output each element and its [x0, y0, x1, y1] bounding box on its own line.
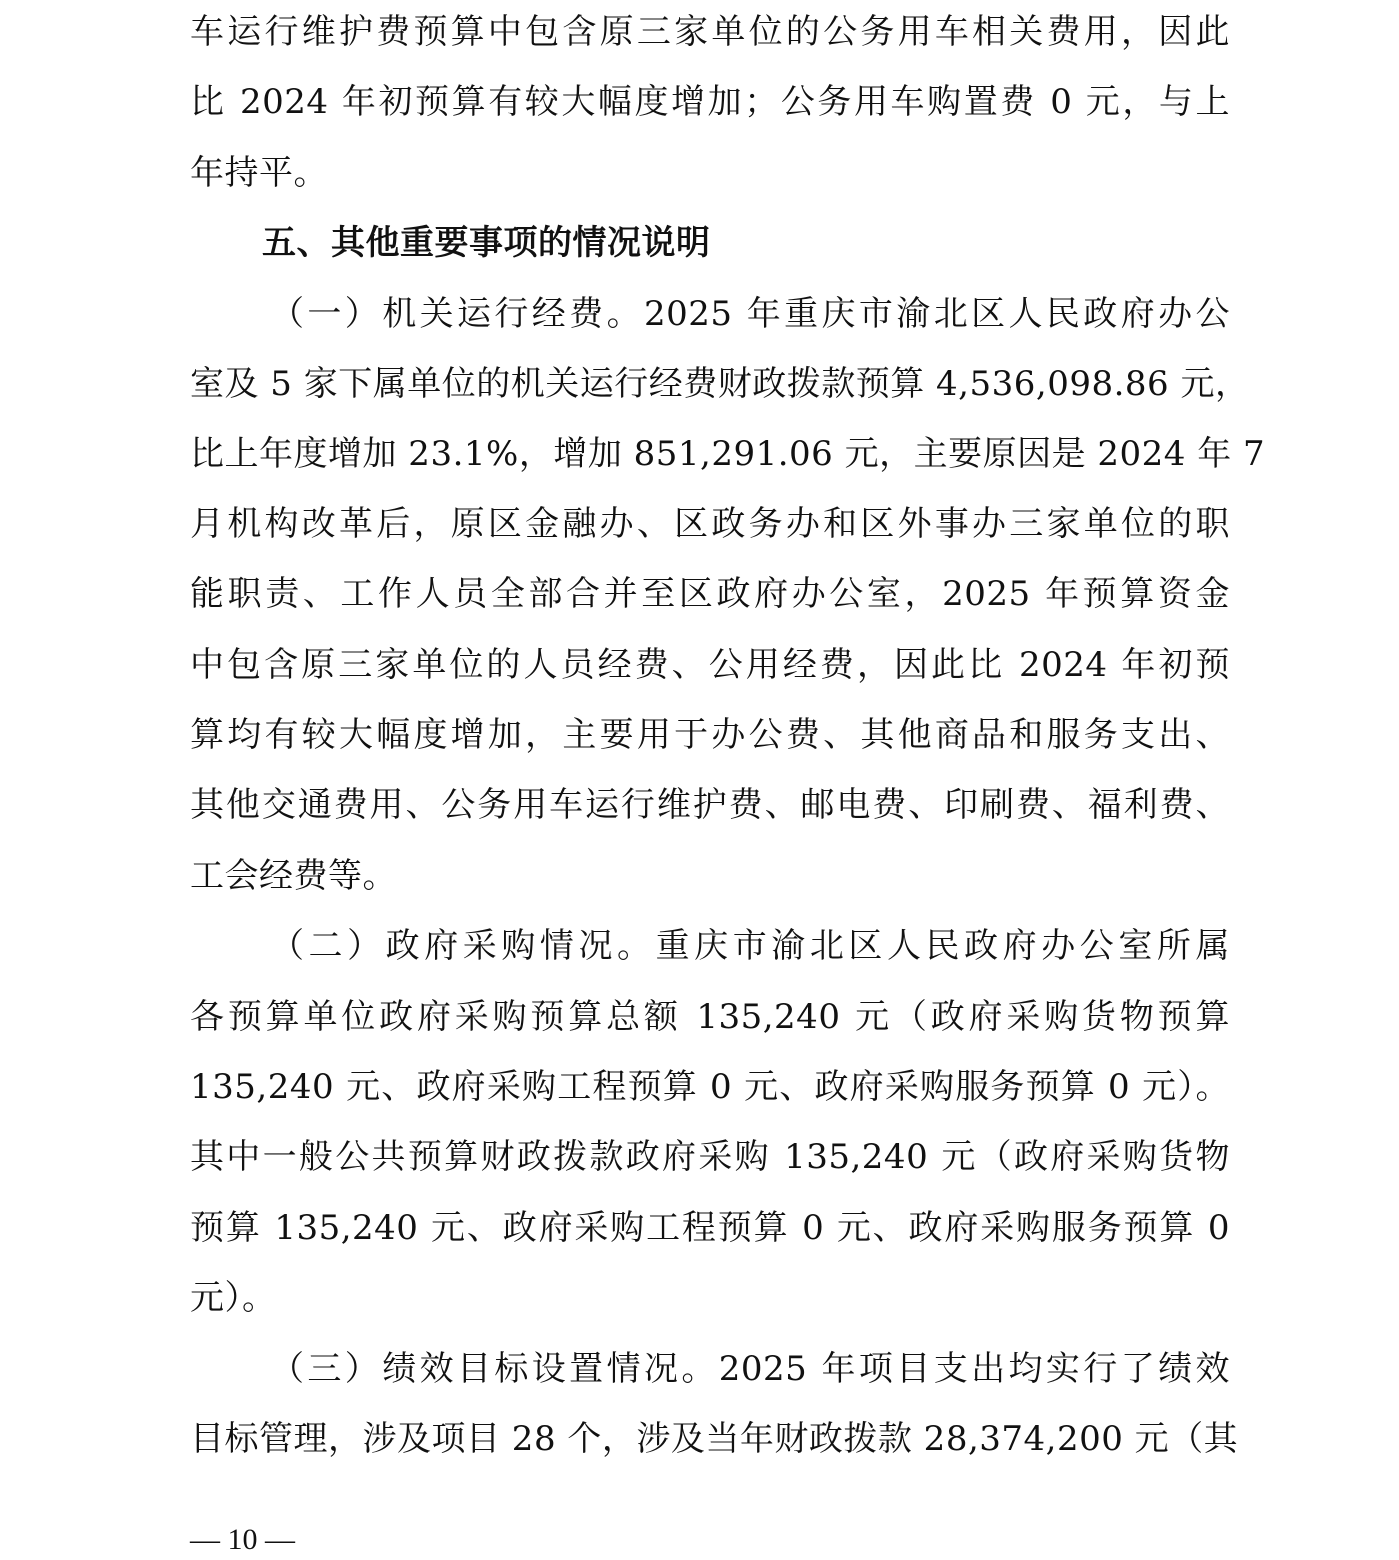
body-line: 室及 5 家下属单位的机关运行经费财政拨款预算 4,536,098.86 元，: [190, 364, 1250, 404]
body-line: 目标管理，涉及项目 28 个，涉及当年财政拨款 28,374,200 元（其: [190, 1419, 1239, 1459]
paragraph-first-line: （三）绩效目标设置情况。2025 年项目支出均实行了绩效: [270, 1349, 1230, 1389]
body-line: 其他交通费用、公务用车运行维护费、邮电费、印刷费、福利费、: [190, 785, 1230, 825]
body-line: 预算 135,240 元、政府采购工程预算 0 元、政府采购服务预算 0: [190, 1208, 1230, 1248]
paragraph-first-line: （一）机关运行经费。2025 年重庆市渝北区人民政府办公: [270, 294, 1230, 334]
body-line: 135,240 元、政府采购工程预算 0 元、政府采购服务预算 0 元）。: [190, 1067, 1230, 1107]
section-heading: 五、其他重要事项的情况说明: [262, 223, 711, 263]
body-line: 月机构改革后，原区金融办、区政务办和区外事办三家单位的职: [190, 504, 1230, 544]
body-line: 比 2024 年初预算有较大幅度增加；公务用车购置费 0 元，与上: [190, 82, 1230, 122]
page-number: — 10 —: [190, 1523, 295, 1556]
paragraph-first-line: （二）政府采购情况。重庆市渝北区人民政府办公室所属: [270, 926, 1230, 966]
body-line: 比上年度增加 23.1%，增加 851,291.06 元，主要原因是 2024 年 7: [190, 434, 1266, 474]
body-line: 元）。: [190, 1278, 277, 1318]
body-line: 其中一般公共预算财政拨款政府采购 135,240 元（政府采购货物: [190, 1137, 1230, 1177]
body-line: 工会经费等。: [190, 856, 397, 896]
body-line: 各预算单位政府采购预算总额 135,240 元（政府采购货物预算: [190, 997, 1230, 1037]
body-line: 车运行维护费预算中包含原三家单位的公务用车相关费用，因此: [190, 12, 1230, 52]
body-line: 中包含原三家单位的人员经费、公用经费，因此比 2024 年初预: [190, 645, 1231, 685]
body-line: 算均有较大幅度增加，主要用于办公费、其他商品和服务支出、: [190, 715, 1230, 755]
body-line: 能职责、工作人员全部合并至区政府办公室，2025 年预算资金: [190, 574, 1230, 614]
body-line: 年持平。: [190, 153, 328, 193]
